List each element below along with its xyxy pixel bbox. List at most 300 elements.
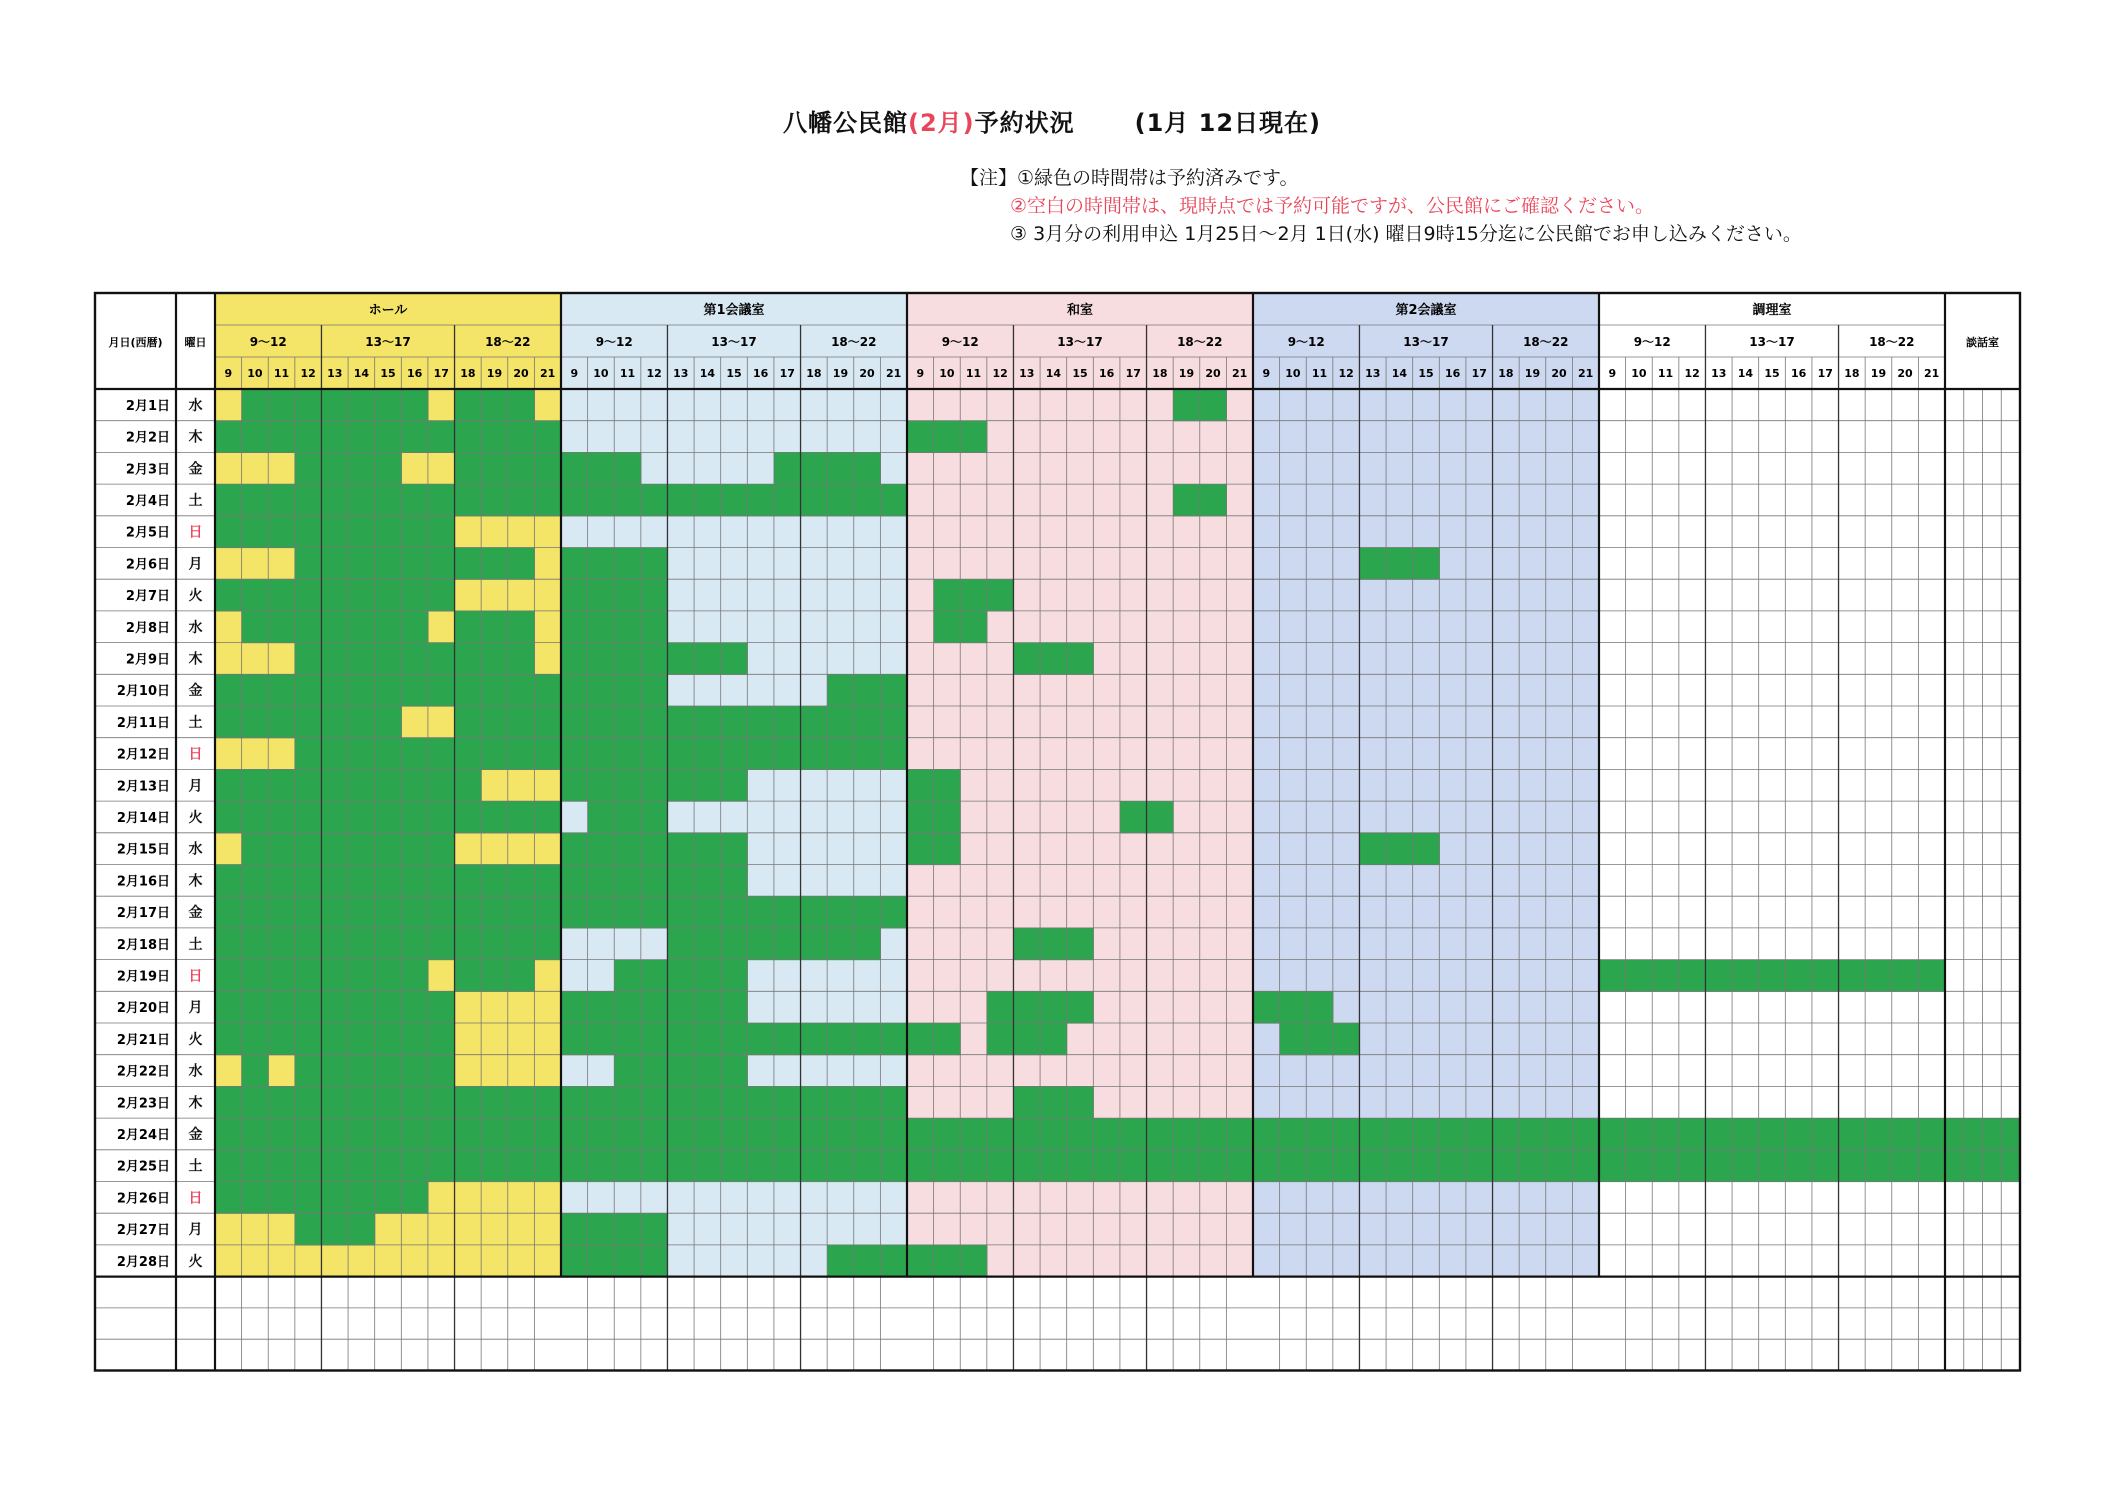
booked-cell (242, 579, 269, 611)
booked-cell (1147, 1150, 1174, 1182)
booked-cell (534, 1118, 561, 1150)
booked-cell (934, 1023, 961, 1055)
booked-cell (508, 928, 535, 960)
booked-cell (721, 991, 748, 1023)
booked-cell (348, 738, 375, 770)
booked-cell (508, 1150, 535, 1182)
booked-cell (268, 611, 295, 643)
booked-cell (401, 896, 428, 928)
booked-cell (588, 1245, 615, 1277)
booked-cell (348, 706, 375, 738)
booked-cell (960, 1150, 987, 1182)
booked-cell (880, 1245, 907, 1277)
date-label: 2月13日 (116, 779, 170, 795)
booked-cell (641, 896, 668, 928)
booked-cell (428, 674, 455, 706)
booked-cell (774, 928, 801, 960)
dow-label: 月 (188, 1222, 203, 1239)
booked-cell (667, 960, 694, 992)
booked-cell (1173, 1118, 1200, 1150)
booked-cell (1599, 1150, 1626, 1182)
booked-cell (1040, 1086, 1067, 1118)
booked-cell (827, 484, 854, 516)
booked-cell (1466, 1150, 1493, 1182)
date-label: 2月7日 (125, 589, 170, 605)
booked-cell (1333, 1118, 1360, 1150)
dow-label: 土 (188, 936, 203, 953)
booked-cell (1572, 1118, 1599, 1150)
booked-cell (880, 706, 907, 738)
booked-cell (1413, 548, 1440, 580)
booked-cell (667, 865, 694, 897)
booked-cell (588, 865, 615, 897)
hour-label: 20 (859, 367, 875, 380)
hour-label: 10 (939, 367, 955, 380)
booked-cell (1759, 960, 1786, 992)
booked-cell (588, 801, 615, 833)
booked-cell (321, 611, 348, 643)
booked-cell (801, 896, 828, 928)
booked-cell (534, 1150, 561, 1182)
hour-label: 9 (570, 367, 579, 380)
booked-cell (268, 928, 295, 960)
booked-cell (268, 1023, 295, 1055)
booked-cell (321, 1086, 348, 1118)
booked-cell (481, 801, 508, 833)
date-label: 2月10日 (116, 684, 170, 700)
booked-cell (242, 516, 269, 548)
booked-cell (508, 801, 535, 833)
booked-cell (1546, 1118, 1573, 1150)
booked-cell (348, 579, 375, 611)
period-label: 9～12 (941, 335, 979, 349)
booked-cell (268, 1086, 295, 1118)
booked-cell (428, 928, 455, 960)
booked-cell (401, 421, 428, 453)
booked-cell (215, 960, 242, 992)
booked-cell (614, 960, 641, 992)
booked-cell (534, 928, 561, 960)
booked-cell (801, 738, 828, 770)
date-label: 2月15日 (116, 842, 170, 858)
booked-cell (880, 1118, 907, 1150)
booked-cell (215, 674, 242, 706)
booked-cell (455, 738, 482, 770)
note-2: ②空白の時間帯は、現時点では予約可能ですが、公民館にご確認ください。 (1010, 195, 1655, 217)
date-label: 2月17日 (116, 906, 170, 922)
booked-cell (401, 516, 428, 548)
booked-cell (348, 928, 375, 960)
booked-cell (561, 991, 588, 1023)
booked-cell (1626, 1150, 1653, 1182)
booked-cell (1200, 1150, 1227, 1182)
booked-cell (641, 833, 668, 865)
booked-cell (694, 865, 721, 897)
booked-cell (481, 1086, 508, 1118)
date-label: 2月8日 (125, 620, 170, 636)
booked-cell (1732, 1150, 1759, 1182)
booked-cell (321, 738, 348, 770)
booked-cell (428, 1086, 455, 1118)
hour-label: 14 (353, 367, 370, 380)
dow-label: 日 (188, 968, 203, 985)
date-label: 2月28日 (116, 1254, 170, 1270)
booked-cell (960, 611, 987, 643)
date-label: 2月27日 (116, 1223, 170, 1239)
booked-cell (375, 833, 402, 865)
booked-cell (481, 1150, 508, 1182)
booked-cell (1785, 1150, 1812, 1182)
hour-label: 11 (1657, 367, 1674, 380)
booked-cell (215, 579, 242, 611)
booked-cell (242, 960, 269, 992)
booked-cell (641, 643, 668, 675)
booked-cell (907, 1118, 934, 1150)
booked-cell (827, 1118, 854, 1150)
booked-cell (1280, 1150, 1307, 1182)
booked-cell (1040, 1150, 1067, 1182)
booked-cell (987, 1023, 1014, 1055)
booked-cell (774, 706, 801, 738)
booked-cell (1652, 1118, 1679, 1150)
booked-cell (455, 452, 482, 484)
hour-label: 18 (1498, 367, 1514, 380)
booked-cell (295, 1182, 322, 1214)
booked-cell (295, 484, 322, 516)
booked-cell (455, 1150, 482, 1182)
booked-cell (215, 991, 242, 1023)
booked-cell (907, 833, 934, 865)
booked-cell (588, 1213, 615, 1245)
booked-cell (401, 1182, 428, 1214)
booked-cell (588, 896, 615, 928)
booked-cell (1918, 1150, 1945, 1182)
booked-cell (295, 611, 322, 643)
booked-cell (641, 801, 668, 833)
booked-cell (401, 1023, 428, 1055)
period-label: 18～22 (485, 335, 531, 349)
dow-label: 木 (188, 651, 203, 668)
hour-label: 19 (832, 367, 849, 380)
booked-cell (1865, 1150, 1892, 1182)
booked-cell (215, 896, 242, 928)
booked-cell (428, 896, 455, 928)
booked-cell (641, 960, 668, 992)
booked-cell (1705, 1150, 1732, 1182)
booked-cell (508, 674, 535, 706)
booked-cell (641, 991, 668, 1023)
booked-cell (694, 1150, 721, 1182)
booked-cell (295, 548, 322, 580)
booked-cell (375, 896, 402, 928)
booked-cell (561, 611, 588, 643)
date-label: 2月21日 (116, 1032, 170, 1048)
booked-cell (588, 674, 615, 706)
dow-label: 日 (188, 1190, 203, 1207)
booked-cell (508, 484, 535, 516)
booked-cell (1732, 1118, 1759, 1150)
booked-cell (1785, 960, 1812, 992)
title-main: 八幡公民館 (782, 109, 908, 137)
booked-cell (1333, 1023, 1360, 1055)
period-label: 18～22 (1177, 335, 1223, 349)
booked-cell (321, 833, 348, 865)
hour-label: 17 (1817, 367, 1833, 380)
booked-cell (215, 801, 242, 833)
booked-cell (215, 516, 242, 548)
booked-cell (588, 991, 615, 1023)
booked-cell (321, 1118, 348, 1150)
booked-cell (721, 484, 748, 516)
booked-cell (641, 1118, 668, 1150)
date-label: 2月9日 (125, 652, 170, 668)
booked-cell (641, 674, 668, 706)
booked-cell (1519, 1118, 1546, 1150)
booked-cell (321, 928, 348, 960)
booked-cell (348, 1150, 375, 1182)
booked-cell (428, 484, 455, 516)
booked-cell (375, 928, 402, 960)
booked-cell (534, 706, 561, 738)
booked-cell (641, 865, 668, 897)
booked-cell (1983, 1118, 2002, 1150)
booked-cell (508, 643, 535, 675)
booked-cell (321, 516, 348, 548)
booked-cell (401, 833, 428, 865)
booked-cell (321, 452, 348, 484)
booked-cell (428, 1023, 455, 1055)
hour-label: 10 (1285, 367, 1301, 380)
booked-cell (614, 1213, 641, 1245)
booked-cell (401, 738, 428, 770)
booked-cell (268, 896, 295, 928)
booked-cell (242, 611, 269, 643)
booked-cell (561, 643, 588, 675)
booked-cell (295, 960, 322, 992)
booked-cell (348, 1118, 375, 1150)
dow-label: 月 (188, 778, 203, 795)
booked-cell (481, 1118, 508, 1150)
date-label: 2月4日 (125, 493, 170, 509)
dow-label: 土 (188, 1158, 203, 1175)
booked-cell (321, 769, 348, 801)
title-month: (2月) (907, 109, 975, 137)
dow-label: 金 (188, 683, 203, 700)
booked-cell (455, 674, 482, 706)
booked-cell (401, 991, 428, 1023)
booked-cell (614, 865, 641, 897)
booked-cell (428, 421, 455, 453)
booked-cell (401, 769, 428, 801)
booked-cell (268, 516, 295, 548)
booked-cell (348, 769, 375, 801)
period-label: 13～17 (711, 335, 757, 349)
booked-cell (907, 1150, 934, 1182)
booked-cell (428, 801, 455, 833)
date-label: 2月12日 (116, 747, 170, 763)
booked-cell (721, 1150, 748, 1182)
booked-cell (455, 548, 482, 580)
booked-cell (295, 421, 322, 453)
booked-cell (774, 1150, 801, 1182)
booked-cell (321, 389, 348, 421)
booked-cell (1200, 1118, 1227, 1150)
booked-cell (721, 896, 748, 928)
booked-cell (747, 1118, 774, 1150)
booked-cell (534, 421, 561, 453)
booked-cell (667, 706, 694, 738)
booked-cell (508, 389, 535, 421)
booked-cell (268, 801, 295, 833)
booked-cell (428, 579, 455, 611)
booked-cell (561, 548, 588, 580)
hour-label: 10 (593, 367, 609, 380)
booked-cell (295, 738, 322, 770)
booked-cell (1839, 1118, 1866, 1150)
hour-label: 10 (1631, 367, 1647, 380)
booked-cell (295, 1213, 322, 1245)
booked-cell (1306, 991, 1333, 1023)
booked-cell (561, 1023, 588, 1055)
booked-cell (747, 896, 774, 928)
booked-cell (721, 833, 748, 865)
booked-cell (321, 484, 348, 516)
booked-cell (1983, 1150, 2002, 1182)
hour-label: 18 (460, 367, 476, 380)
booked-cell (375, 611, 402, 643)
booked-cell (508, 960, 535, 992)
booked-cell (614, 801, 641, 833)
booked-cell (375, 1118, 402, 1150)
hour-label: 13 (1711, 367, 1727, 380)
booked-cell (1892, 1150, 1919, 1182)
booked-cell (561, 484, 588, 516)
booked-cell (321, 1055, 348, 1087)
booked-cell (1945, 1118, 1964, 1150)
booked-cell (1413, 833, 1440, 865)
hour-label: 11 (619, 367, 636, 380)
booked-cell (375, 421, 402, 453)
booked-cell (321, 801, 348, 833)
note-1: 【注】①緑色の時間帯は予約済みです。 (960, 167, 1299, 189)
booked-cell (375, 389, 402, 421)
booked-cell (401, 865, 428, 897)
booked-cell (242, 1023, 269, 1055)
booked-cell (295, 1150, 322, 1182)
hour-label: 18 (1152, 367, 1168, 380)
booked-cell (534, 738, 561, 770)
booked-cell (401, 1118, 428, 1150)
booked-cell (428, 738, 455, 770)
booked-cell (375, 516, 402, 548)
booked-cell (295, 1055, 322, 1087)
booked-cell (1679, 960, 1706, 992)
booked-cell (987, 579, 1014, 611)
booked-cell (641, 1023, 668, 1055)
booked-cell (321, 865, 348, 897)
note-3: ③ 3月分の利用申込 1月25日～2月 1日(水) 曜日9時15分迄に公民館でお申し込みください。 (1010, 223, 1802, 245)
hour-label: 14 (1391, 367, 1408, 380)
dow-label: 水 (188, 619, 203, 636)
booked-cell (561, 1086, 588, 1118)
room-name: ホール (368, 303, 408, 318)
booked-cell (401, 928, 428, 960)
booked-cell (934, 1245, 961, 1277)
hour-label: 10 (247, 367, 263, 380)
booked-cell (588, 548, 615, 580)
booked-cell (295, 1023, 322, 1055)
header-dow-label: 曜日 (184, 336, 207, 349)
hour-label: 20 (1205, 367, 1221, 380)
hour-label: 21 (1924, 367, 1940, 380)
date-label: 2月16日 (116, 874, 170, 890)
hour-label: 12 (1338, 367, 1354, 380)
booked-cell (588, 706, 615, 738)
booked-cell (934, 833, 961, 865)
booked-cell (667, 769, 694, 801)
booked-cell (321, 674, 348, 706)
booked-cell (694, 706, 721, 738)
booked-cell (694, 484, 721, 516)
booked-cell (401, 643, 428, 675)
booked-cell (1040, 1023, 1067, 1055)
booked-cell (934, 611, 961, 643)
booked-cell (694, 769, 721, 801)
booked-cell (747, 738, 774, 770)
booked-cell (215, 484, 242, 516)
booked-cell (348, 1023, 375, 1055)
booked-cell (747, 1086, 774, 1118)
booked-cell (854, 1150, 881, 1182)
booked-cell (987, 991, 1014, 1023)
title-asof: (1月 12日現在) (1134, 109, 1322, 137)
booked-cell (1964, 1150, 1983, 1182)
booked-cell (348, 548, 375, 580)
booked-cell (1253, 1118, 1280, 1150)
booked-cell (268, 865, 295, 897)
booked-cell (455, 1118, 482, 1150)
booked-cell (934, 801, 961, 833)
booked-cell (1865, 960, 1892, 992)
booked-cell (401, 484, 428, 516)
booked-cell (375, 991, 402, 1023)
booked-cell (268, 674, 295, 706)
booked-cell (827, 706, 854, 738)
hour-label: 9 (1262, 367, 1271, 380)
booked-cell (295, 389, 322, 421)
booked-cell (268, 833, 295, 865)
booked-cell (614, 643, 641, 675)
booked-cell (1839, 1150, 1866, 1182)
booked-cell (774, 484, 801, 516)
booked-cell (614, 738, 641, 770)
booked-cell (295, 991, 322, 1023)
booked-cell (1626, 1118, 1653, 1150)
booked-cell (1439, 1150, 1466, 1182)
booked-cell (667, 833, 694, 865)
booked-cell (614, 1055, 641, 1087)
title-suffix: 予約状況 (974, 109, 1075, 137)
hour-label: 13 (327, 367, 343, 380)
booked-cell (694, 833, 721, 865)
booked-cell (375, 548, 402, 580)
booked-cell (721, 706, 748, 738)
booked-cell (614, 484, 641, 516)
booked-cell (348, 484, 375, 516)
booked-cell (588, 769, 615, 801)
booked-cell (641, 611, 668, 643)
booked-cell (694, 643, 721, 675)
